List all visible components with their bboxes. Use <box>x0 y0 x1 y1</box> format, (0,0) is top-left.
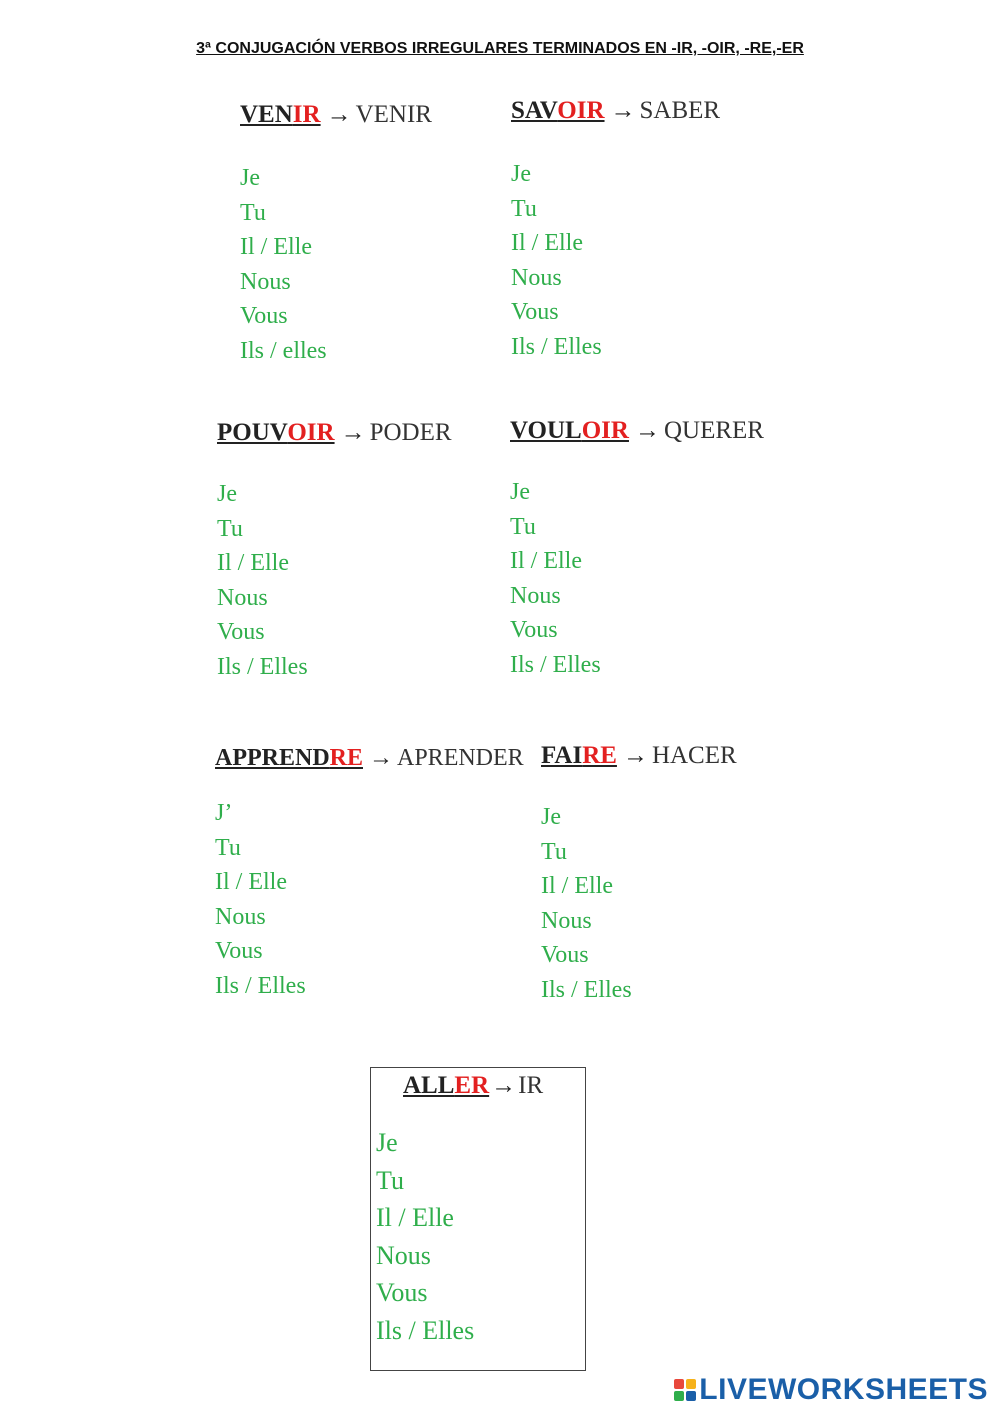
logo-square <box>686 1391 696 1401</box>
verb-infinitive <box>215 745 363 771</box>
arrow-right-icon: → <box>622 742 648 769</box>
verb-stem: APPREND <box>215 745 330 771</box>
pronoun-tu: Tu <box>240 199 266 226</box>
verb-stem: FAI <box>541 742 583 769</box>
pronoun-je: Je <box>240 165 260 191</box>
pronoun-list <box>217 477 452 684</box>
verb-translation: IR <box>518 1072 544 1099</box>
verb-stem: POUV <box>217 419 288 446</box>
pronoun-nous: Nous <box>510 582 561 609</box>
pronoun-il-elle: Il / Elle <box>511 230 583 256</box>
pronoun-list <box>510 475 764 682</box>
arrow-right-icon: → <box>340 419 366 446</box>
verb-ending: OIR <box>557 97 605 124</box>
pronoun-tu: Tu <box>511 195 537 222</box>
verb-infinitive <box>217 419 335 446</box>
pronoun-tu: Tu <box>510 513 536 540</box>
pronoun-vous: Vous <box>541 942 589 968</box>
pronoun-il-elle: Il / Elle <box>376 1203 454 1232</box>
verb-heading <box>215 745 524 772</box>
liveworksheets-grid-icon <box>674 1379 696 1401</box>
arrow-right-icon: → <box>326 101 352 128</box>
verb-heading <box>510 417 764 445</box>
verb-heading <box>541 742 737 770</box>
verb-ending: RE <box>582 742 617 769</box>
pronoun-nous: Nous <box>217 584 268 611</box>
arrow-right-icon: → <box>610 97 636 124</box>
pronoun-je: Je <box>510 479 530 505</box>
pronoun-nous: Nous <box>376 1240 431 1270</box>
verb-translation: HACER <box>651 742 737 769</box>
verb-block-aller <box>370 1067 586 1371</box>
pronoun-nous: Nous <box>541 907 592 934</box>
pronoun-ils-elles: Ils / Elles <box>541 976 632 1003</box>
pronoun-il-elle: Il / Elle <box>240 234 312 260</box>
verb-block-apprendre <box>215 745 524 1003</box>
pronoun-ils-elles: Ils / Elles <box>510 651 601 678</box>
verb-infinitive <box>403 1072 489 1099</box>
verb-heading <box>217 419 452 447</box>
arrow-right-icon: → <box>634 417 660 444</box>
verb-stem: VEN <box>240 101 293 128</box>
arrow-right-icon: → <box>491 1072 517 1099</box>
verb-infinitive <box>510 417 629 444</box>
pronoun-il-elle: Il / Elle <box>510 548 582 574</box>
pronoun-tu: Tu <box>376 1165 404 1195</box>
verb-block-vouloir <box>510 417 764 682</box>
pronoun-je: Je <box>511 161 531 187</box>
pronoun-vous: Vous <box>511 299 559 325</box>
verb-ending: IR <box>292 101 321 128</box>
pronoun-il-elle: Il / Elle <box>217 550 289 576</box>
pronoun-je: Je <box>217 481 237 507</box>
pronoun-je: Je <box>541 804 561 830</box>
pronoun-ils-elles: Ils / Elles <box>217 653 308 680</box>
verb-translation: APRENDER <box>397 745 524 771</box>
verb-block-pouvoir <box>217 419 452 684</box>
pronoun-list <box>376 1124 474 1349</box>
pronoun-il-elle: Il / Elle <box>541 873 613 899</box>
pronoun-ils-elles: Ils / elles <box>240 337 327 364</box>
pronoun-ils-elles: Ils / Elles <box>511 333 602 360</box>
verb-heading <box>511 97 720 125</box>
pronoun-ils-elles: Ils / Elles <box>215 972 306 999</box>
page-title: 3ª CONJUGACIÓN VERBOS IRREGULARES TERMINADOS EN -IR, -OIR, -RE,-ER <box>196 40 804 57</box>
pronoun-list <box>511 157 720 364</box>
pronoun-vous: Vous <box>240 303 288 329</box>
logo-text: LIVEWORKSHEETS <box>699 1373 988 1406</box>
verb-translation: SABER <box>639 97 721 124</box>
verb-heading <box>240 101 432 129</box>
pronoun-tu: Tu <box>217 515 243 542</box>
verb-ending: RE <box>329 745 363 771</box>
pronoun-list <box>215 796 524 1003</box>
verb-stem: ALL <box>403 1072 455 1099</box>
pronoun-list <box>541 800 737 1007</box>
pronoun-vous: Vous <box>510 617 558 643</box>
verb-block-savoir <box>511 97 720 364</box>
logo-square <box>674 1391 684 1401</box>
pronoun-il-elle: Il / Elle <box>215 869 287 895</box>
verb-infinitive <box>511 97 605 124</box>
pronoun-vous: Vous <box>376 1278 428 1307</box>
verb-ending: ER <box>454 1072 490 1099</box>
verb-stem: SAV <box>511 97 558 124</box>
verb-ending: OIR <box>581 417 629 444</box>
pronoun-nous: Nous <box>240 268 291 295</box>
pronoun-vous: Vous <box>217 619 265 645</box>
liveworksheets-logo[interactable] <box>674 1373 988 1407</box>
logo-square <box>686 1379 696 1389</box>
verb-translation: PODER <box>369 419 452 446</box>
pronoun-je: Je <box>376 1128 398 1157</box>
pronoun-tu: Tu <box>215 834 241 861</box>
verb-translation: QUERER <box>663 417 764 444</box>
verb-infinitive <box>541 742 617 769</box>
pronoun-tu: Tu <box>541 838 567 865</box>
verb-block-venir <box>240 101 432 368</box>
pronoun-je: J’ <box>215 800 233 826</box>
pronoun-vous: Vous <box>215 938 263 964</box>
verb-infinitive <box>240 101 321 128</box>
verb-stem: VOUL <box>510 417 582 444</box>
logo-square <box>674 1379 684 1389</box>
arrow-right-icon: → <box>369 745 393 771</box>
verb-heading <box>403 1072 543 1100</box>
pronoun-ils-elles: Ils / Elles <box>376 1315 475 1345</box>
pronoun-nous: Nous <box>511 264 562 291</box>
pronoun-nous: Nous <box>215 903 266 930</box>
verb-block-faire <box>541 742 737 1007</box>
verb-translation: VENIR <box>355 101 432 128</box>
verb-ending: OIR <box>287 419 335 446</box>
pronoun-list <box>240 161 432 368</box>
